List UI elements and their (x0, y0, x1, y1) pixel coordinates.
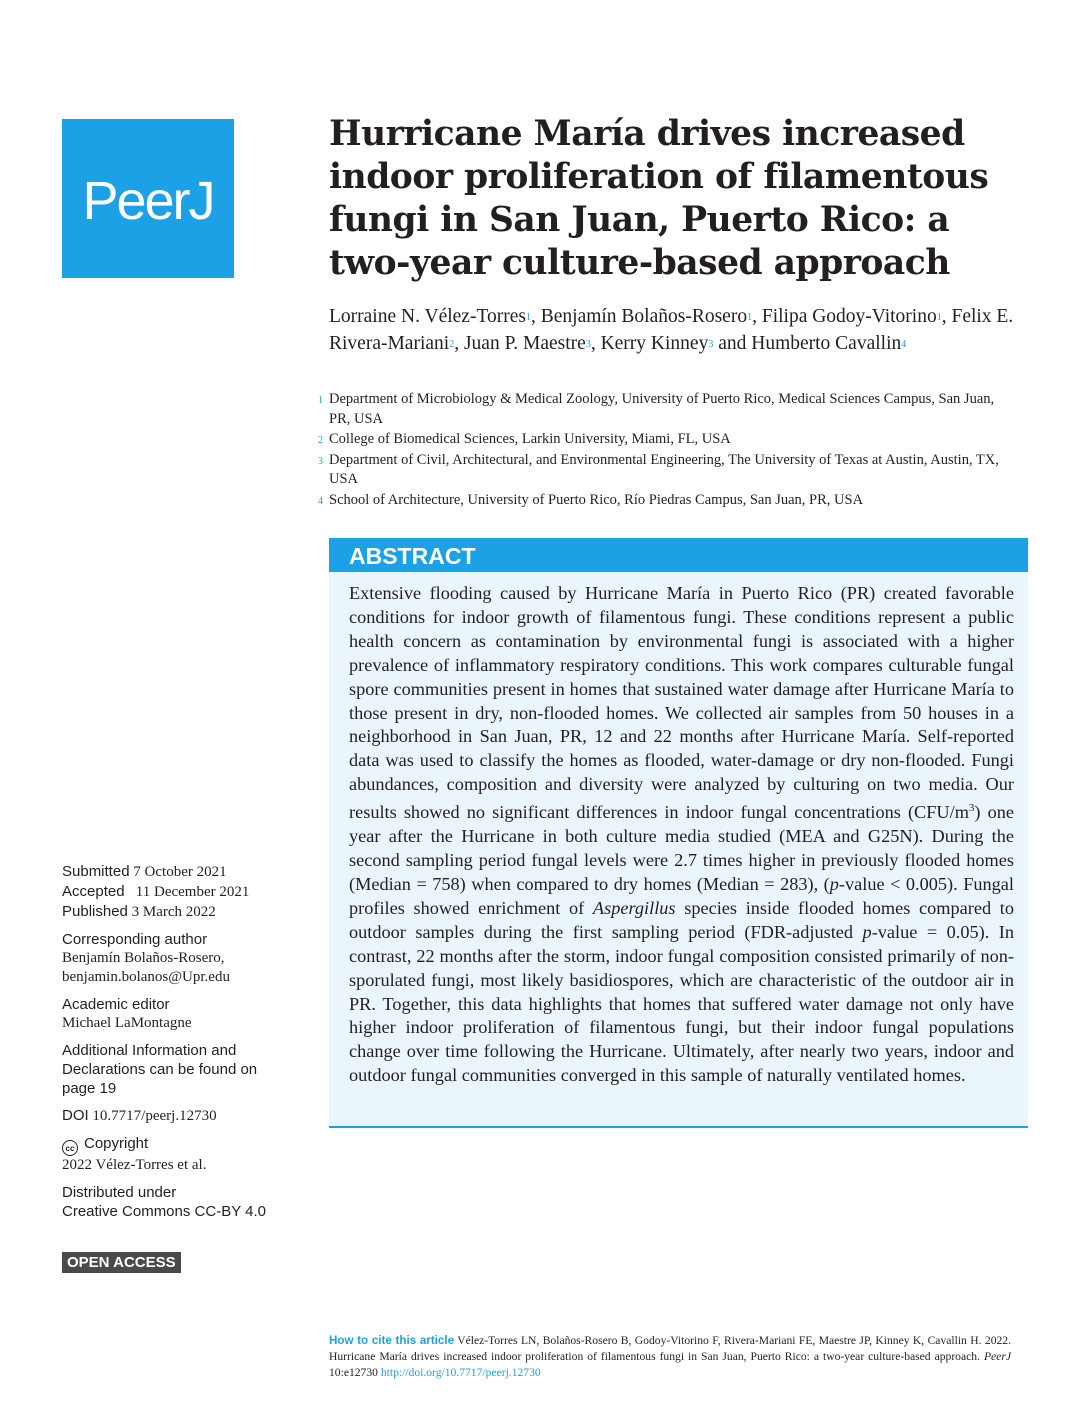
abstract-italic: p (829, 873, 839, 894)
abstract-segment: species inside flooded homes compared to outdoor samples during the first sampling period (FDR-adjusted (349, 897, 1014, 942)
affiliation-item (318, 451, 1008, 490)
abstract-box (329, 538, 1028, 1128)
published-label: Published (62, 903, 128, 920)
citation-doi-link[interactable]: http://doi.org/10.7717/peerj.12730 (380, 1366, 541, 1379)
article-sidebar (62, 862, 302, 1229)
license-link[interactable]: Creative Commons CC-BY 4.0 (62, 1203, 266, 1220)
license-block (62, 1183, 302, 1221)
logo-text: PeerJ (82, 170, 214, 231)
abstract-segment: -value < 0.005). Fungal profiles showed enrichment of (349, 873, 1014, 918)
abstract-heading: ABSTRACT (329, 538, 1028, 572)
abstract-text (349, 582, 1014, 1088)
corresponding-author-name: Benjamín Bolaños-Rosero, (62, 950, 225, 966)
accepted-date: 11 December 2021 (135, 884, 250, 900)
article-title: Hurricane María drives increased indoor proliferation of filamentous fungi in San Juan, Puerto Rico: a two-year culture-based approach (329, 114, 989, 283)
citation-block (329, 1333, 1011, 1381)
creative-commons-icon: cc (62, 1140, 78, 1156)
academic-editor-label: Academic editor (62, 996, 170, 1013)
academic-editor-block (62, 995, 302, 1033)
author-name[interactable]: Kerry Kinney (600, 333, 709, 354)
author-name[interactable]: Filipa Godoy-Vitorino (761, 306, 937, 327)
author-name[interactable]: Lorraine N. Vélez-Torres (329, 306, 526, 327)
citation-volume: 10:e12730 (329, 1366, 381, 1379)
doi-label: DOI (62, 1107, 89, 1124)
affiliation-number: 4 (318, 495, 323, 507)
affiliation-list (318, 390, 1008, 511)
author-affiliation-ref[interactable]: 1 (936, 312, 942, 323)
affiliation-number: 1 (318, 395, 323, 406)
author-separator: , (590, 333, 601, 354)
affiliation-text: College of Biomedical Sciences, Larkin University, Miami, FL, USA (329, 431, 731, 447)
corresponding-author-block (62, 930, 302, 987)
affiliation-number: 3 (318, 455, 323, 467)
doi-block (62, 1106, 302, 1126)
citation-label: How to cite this article (329, 1334, 455, 1347)
author-affiliation-ref[interactable]: 3 (708, 339, 714, 350)
submitted-label: Submitted (62, 863, 130, 880)
author-name[interactable]: Juan P. Maestre (463, 333, 586, 354)
corresponding-author-email[interactable]: benjamin.bolanos@Upr.edu (62, 969, 230, 985)
author-affiliation-ref[interactable]: 4 (901, 339, 907, 350)
abstract-segment: ) one year after the Hurricane in both culture media studied (MEA and G25N). During the second sampling period fungal levels were 2.7 times higher in previously flooded homes (Median = 758) when compared to dry homes (Median = 283), ( (349, 802, 1014, 894)
author-separator: , (752, 306, 762, 327)
citation-text: Vélez-Torres LN, Bolaños-Rosero B, Godoy-Vitorino F, Rivera-Mariani FE, Maestre JP, Kinney K, Cavallin H. 2022. Hurricane María drives increased indoor proliferation of filamentous fungi in San Juan, Puerto Rico: a two-year culture-based approach. (329, 1334, 1011, 1363)
accepted-label: Accepted (62, 883, 125, 900)
published-date: 3 March 2022 (131, 904, 216, 920)
author-separator: , (454, 333, 464, 354)
additional-info-link[interactable]: Additional Information and Declarations can be found on page 19 (62, 1042, 258, 1097)
author-separator: , (530, 306, 541, 327)
author-affiliation-ref[interactable]: 1 (525, 312, 531, 323)
abstract-italic: Aspergillus (592, 897, 676, 918)
author-affiliation-ref[interactable]: 2 (449, 339, 455, 350)
distributed-label: Distributed under (62, 1184, 177, 1201)
author-affiliation-ref[interactable]: 3 (585, 339, 591, 350)
peerj-logo (62, 119, 234, 278)
copyright-label: Copyright (84, 1135, 149, 1152)
open-access-badge: OPEN ACCESS (62, 1252, 181, 1273)
affiliation-item (318, 390, 1008, 429)
copyright-holder: 2022 Vélez-Torres et al. (62, 1157, 207, 1173)
affiliation-item (318, 491, 1008, 511)
author-separator: , (941, 306, 952, 327)
dates-block (62, 862, 302, 922)
abstract-italic: p (862, 921, 872, 942)
submitted-date: 7 October 2021 (133, 864, 227, 880)
author-separator: and (713, 333, 752, 354)
affiliation-item (318, 430, 1008, 450)
abstract-segment: Extensive flooding caused by Hurricane María in Puerto Rico (PR) created favorable conditions for indoor growth of filamentous fungi. These conditions represent a public health concern as contamination by environmental fungi is associated with a higher prevalence of inflammatory respiratory conditions. This work compares culturable fungal spore communities present in homes that sustained water damage after Hurricane María to those present in dry, non-flooded homes. We collected air samples from 50 houses in a neighborhood in San Juan, PR, 12 and 22 months after Hurricane María. Self-reported data was used to classify the homes as flooded, water-damage or dry non-flooded. Fungi abundances, composition and diversity were analyzed by culturing on two media. Our results showed no significant differences in indoor fungal concentrations (CFU/m (349, 583, 1014, 823)
affiliation-text: School of Architecture, University of Puerto Rico, Río Piedras Campus, San Juan, PR, USA (329, 491, 864, 508)
citation-journal: PeerJ (983, 1350, 1011, 1363)
abstract-superscript: 3 (968, 802, 975, 815)
copyright-block (62, 1134, 302, 1175)
author-list (329, 303, 1029, 357)
corresponding-author-label: Corresponding author (62, 931, 208, 948)
author-name[interactable]: Benjamín Bolaños-Rosero (540, 306, 748, 327)
author-name[interactable]: Felix E. Rivera-Mariani (329, 306, 1014, 354)
affiliation-text: Department of Civil, Architectural, and Environmental Engineering, The University of Texas at Austin, Austin, TX, USA (329, 451, 999, 487)
academic-editor-name: Michael LaMontagne (62, 1015, 192, 1031)
doi-link[interactable]: 10.7717/peerj.12730 (92, 1108, 217, 1124)
author-name[interactable]: Humberto Cavallin (751, 333, 902, 354)
abstract-segment: -value = 0.05). In contrast, 22 months after the storm, indoor fungal composition consisted primarily of non-sporulated fungi, most likely basidiospores, which are characteristic of the outdoor air in PR. Together, this data highlights that homes that suffered water damage not only have higher indoor proliferation of filamentous fungi, but their indoor fungal populations change over time following the Hurricane. Ultimately, after nearly two years, indoor and outdoor fungal communities converged in this sample of naturally ventilated homes. (349, 921, 1015, 1086)
author-affiliation-ref[interactable]: 1 (747, 312, 753, 323)
affiliation-text: Department of Microbiology & Medical Zoology, University of Puerto Rico, Medical Sciences Campus, San Juan, PR, USA (329, 391, 995, 427)
affiliation-number: 2 (318, 435, 323, 446)
